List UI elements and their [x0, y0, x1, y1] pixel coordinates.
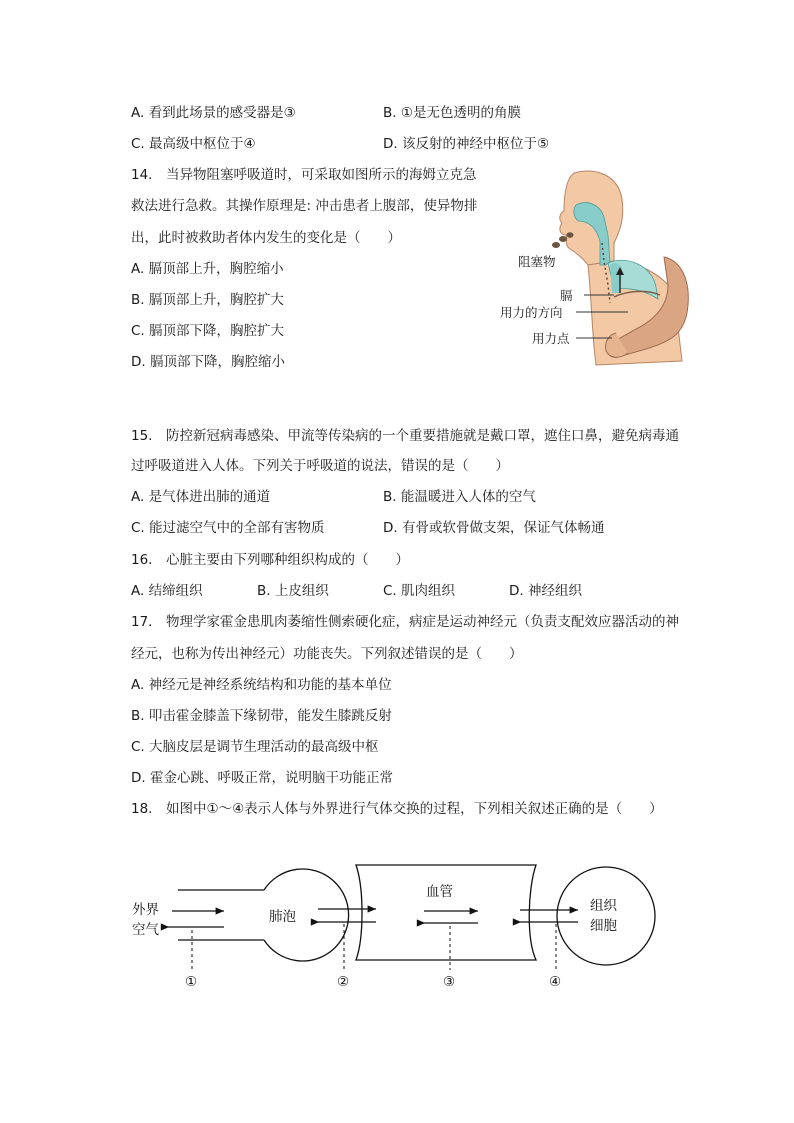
q15-option-b: B. 能温暖进入人体的空气	[383, 489, 536, 505]
q14-stem-line-3: 出，此时被救助者体内发生的变化是（ ）	[131, 230, 401, 246]
label-force-point: 用力点	[532, 331, 570, 346]
option-letter: D.	[383, 136, 398, 152]
q15-stem-line-1: 15. 防控新冠病毒感染、甲流等传染病的一个重要措施就是戴口罩，遮住口鼻，避免病毒通	[131, 428, 679, 444]
q13-option-b	[383, 104, 521, 122]
option-letter: A.	[131, 105, 145, 121]
label-process-4: ④	[549, 974, 562, 990]
q17-option-a: A. 神经元是神经系统结构和功能的基本单位	[131, 677, 392, 693]
q14-option-c: C. 膈顶部下降，胸腔扩大	[131, 323, 285, 339]
q14-option-b: B. 膈顶部上升，胸腔扩大	[131, 292, 284, 308]
q16-stem: 16. 心脏主要由下列哪种组织构成的（ ）	[131, 552, 409, 568]
q16-option-a: A. 结缔组织	[131, 583, 203, 599]
q17-stem-line-2: 经元，也称为传出神经元）功能丧失。下列叙述错误的是（ ）	[131, 646, 523, 662]
q13-option-c	[131, 135, 256, 153]
label-process-1: ①	[185, 974, 198, 990]
q15-stem-line-2: 过呼吸道进入人体。下列关于呼吸道的说法，错误的是（ ）	[131, 458, 509, 474]
option-text: 看到此场景的感受器是③	[148, 105, 296, 121]
label-outside-1: 外界	[132, 902, 159, 918]
q17-option-c: C. 大脑皮层是调节生理活动的最高级中枢	[131, 739, 379, 755]
q17-option-b: B. 叩击霍金膝盖下缘韧带，能发生膝跳反射	[131, 708, 392, 724]
q14-option-d: D. 膈顶部下降，胸腔缩小	[131, 354, 285, 370]
q14-stem-line-2: 救法进行急救。其操作原理是: 冲击患者上腹部，使异物排	[131, 198, 478, 214]
option-text: 该反射的神经中枢位于⑤	[401, 136, 550, 152]
q16-option-b: B. 上皮组织	[257, 583, 329, 599]
q15-option-d: D. 有骨或软骨做支架，保证气体畅通	[383, 520, 605, 536]
gas-exchange-diagram	[128, 860, 668, 1000]
label-process-2: ②	[337, 974, 350, 990]
label-diaphragm: 膈	[560, 288, 573, 303]
label-process-3: ③	[443, 974, 456, 990]
label-tissue-1: 组织	[590, 898, 617, 914]
q18-stem: 18. 如图中①～④表示人体与外界进行气体交换的过程，下列相关叙述正确的是（ ）	[131, 801, 663, 817]
q17-stem-line-1: 17. 物理学家霍金患肌肉萎缩性侧索硬化症，病症是运动神经元（负责支配效应器活动的神	[131, 614, 679, 630]
q16-option-c: C. 肌肉组织	[383, 583, 456, 599]
q14-stem-line-1: 14. 当异物阻塞呼吸道时，可采取如图所示的海姆立克急	[131, 167, 477, 183]
q17-option-d: D. 霍金心跳、呼吸正常，说明脑干功能正常	[131, 770, 393, 786]
label-obstruction: 阻塞物	[518, 254, 556, 269]
option-text: ①是无色透明的角膜	[400, 105, 521, 121]
label-alveolus: 肺泡	[269, 909, 296, 925]
option-letter: B.	[383, 105, 397, 121]
label-vessel: 血管	[426, 884, 453, 900]
option-letter: C.	[131, 136, 145, 152]
q15-option-a: A. 是气体进出肺的通道	[131, 489, 271, 505]
q16-option-d: D. 神经组织	[509, 583, 582, 599]
label-force-direction: 用力的方向	[500, 305, 563, 320]
heimlich-figure	[496, 165, 696, 370]
label-tissue-2: 细胞	[590, 918, 617, 934]
q15-option-c: C. 能过滤空气中的全部有害物质	[131, 520, 325, 536]
label-outside-2: 空气	[132, 922, 159, 938]
option-text: 最高级中枢位于④	[149, 136, 256, 152]
q13-option-d	[383, 135, 549, 153]
q13-option-a	[131, 104, 296, 122]
q14-option-a: A. 膈顶部上升，胸腔缩小	[131, 261, 284, 277]
